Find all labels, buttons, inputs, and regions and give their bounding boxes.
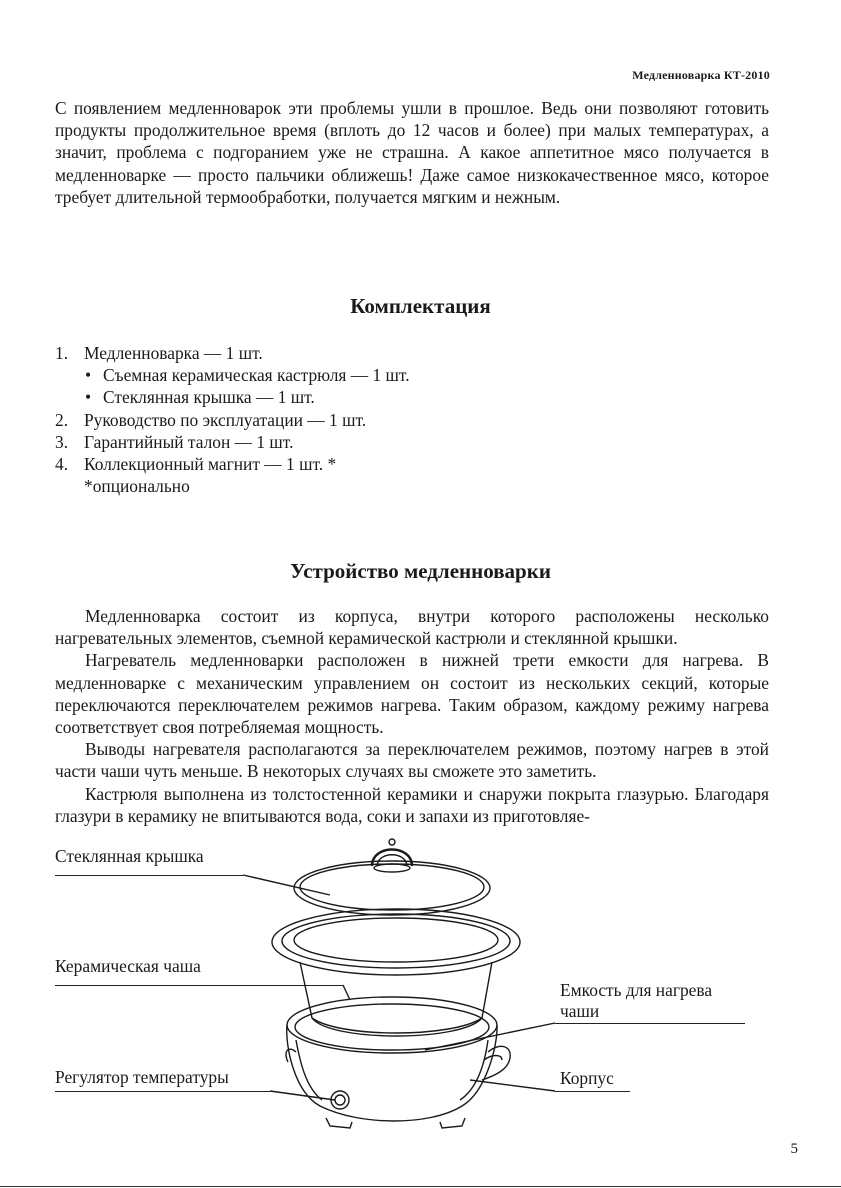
page-number: 5 xyxy=(790,1141,798,1157)
leader-slant-regulator xyxy=(270,1091,335,1100)
slow-cooker-diagram xyxy=(0,830,841,1150)
ceramic-bowl-icon xyxy=(272,909,520,1036)
device-heading: Устройство медленноварки xyxy=(290,559,551,583)
optional-note: *опционально xyxy=(84,476,190,497)
device-paragraph: Выводы нагревателя располагаются за переключателем режимов, поэтому нагрев в этой части чаши чуть меньше. В некоторых случаях вы сможете это заметить. xyxy=(55,739,769,782)
label-heating-line2: чаши xyxy=(560,1001,600,1021)
device-text xyxy=(55,605,769,827)
running-header: Медленноварка КТ-2010 xyxy=(632,68,770,82)
list-item: 4. Коллекционный магнит — 1 шт. * xyxy=(55,454,337,475)
device-paragraph: Нагреватель медленноварки расположен в нижней трети емкости для нагрева. В медленноварке с механическим управлением он состоит из нескольких секций, которые переключаются переключателем режимов нагрева. Таким образом, каждому режиму нагрева соответствует своя потребляемая мощность. xyxy=(55,650,769,738)
device-paragraph: Медленноварка состоит из корпуса, внутри которого расположены несколько нагревательных элементов, съемной керамической кастрюли и стеклянной крышки. xyxy=(55,606,769,649)
page-bottom-rule xyxy=(0,1186,841,1187)
label-bowl: Керамическая чаша xyxy=(55,956,201,976)
glass-lid-icon xyxy=(294,839,490,915)
label-body: Корпус xyxy=(560,1068,614,1088)
list-item: 2. Руководство по эксплуатации — 1 шт. xyxy=(55,409,367,430)
cooker-body-icon xyxy=(286,997,510,1128)
list-item: • Стеклянная крышка — 1 шт. xyxy=(85,387,315,408)
list-item: 1. Медленноварка — 1 шт. xyxy=(55,343,263,363)
kit-list xyxy=(55,342,410,497)
label-lid: Стеклянная крышка xyxy=(55,846,204,866)
leader-slant-lid xyxy=(243,875,330,895)
label-regulator: Регулятор температуры xyxy=(55,1067,229,1087)
list-item: • Съемная керамическая кастрюля — 1 шт. xyxy=(85,365,410,386)
device-paragraph: Кастрюля выполнена из толстостенной керамики и снаружи покрыта глазурью. Благодаря глазури в керамику не впитываются вода, соки и запахи из приготовляе- xyxy=(55,783,769,826)
label-heating-line1: Емкость для нагрева xyxy=(560,980,713,1000)
kit-heading: Комплектация xyxy=(350,294,491,318)
list-item: 3. Гарантийный талон — 1 шт. xyxy=(55,431,294,452)
leader-slant-bowl xyxy=(343,985,350,1000)
intro-paragraph: С появлением медленноварок эти проблемы ушли в прошлое. Ведь они позволяют готовить продукты продолжительное время (вплоть до 12 часов и более) при малых температурах, а значит, проблема с подгоранием уже не страшна. А какое аппетитное мясо получается в медленноварке — просто пальчики оближешь! Даже самое низкокачественное мясо, которое требует длительной термообработки, получается мягким и нежным. xyxy=(55,98,769,207)
